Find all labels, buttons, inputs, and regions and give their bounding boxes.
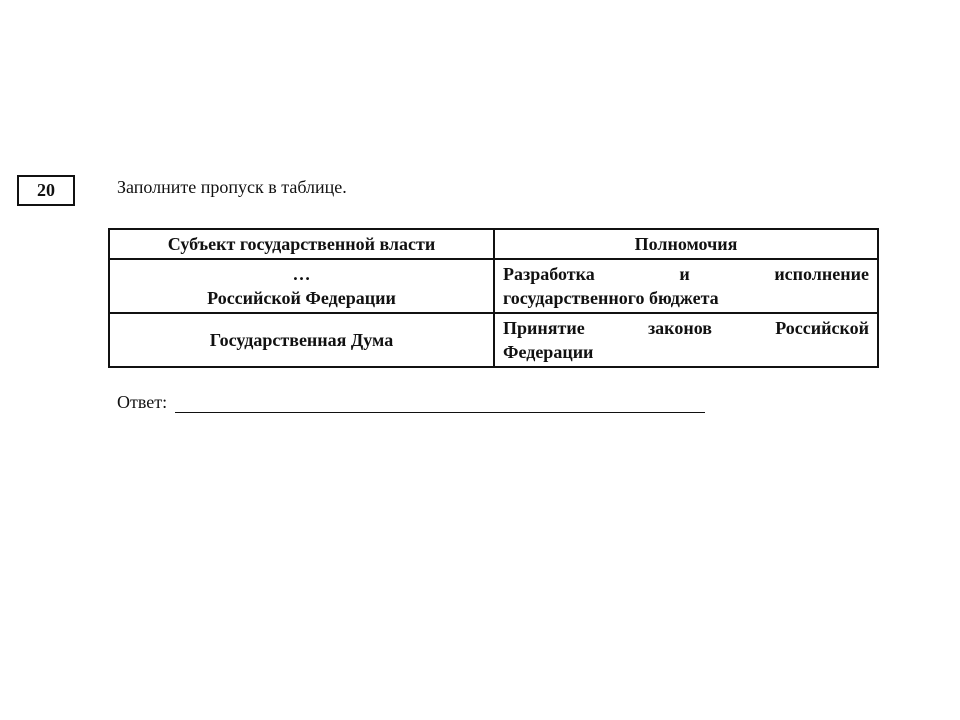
answer-section [117, 392, 705, 413]
task-number: 20 [37, 180, 55, 200]
answer-label: Ответ: [117, 392, 168, 412]
power-word: Разработка [503, 264, 595, 284]
power-cell [494, 259, 878, 313]
table-header-row [109, 229, 878, 259]
subject-text: Российской Федерации [207, 288, 396, 308]
subject-cell-blank [109, 259, 494, 313]
power-line-2: Федерации [503, 342, 594, 362]
blank-placeholder: … [292, 264, 311, 284]
power-word: законов [647, 318, 712, 338]
header-powers: Полномочия [494, 229, 878, 259]
powers-table [108, 228, 879, 368]
power-word: Принятие [503, 318, 585, 338]
power-word: исполнение [774, 264, 869, 284]
power-line-1 [503, 316, 869, 340]
subject-cell: Государственная Дума [109, 313, 494, 367]
power-word: Российской [775, 318, 869, 338]
table-row [109, 313, 878, 367]
header-subject: Субъект государственной власти [109, 229, 494, 259]
task-instruction: Заполните пропуск в таблице. [117, 177, 347, 197]
answer-input-line[interactable] [175, 392, 705, 413]
table-row [109, 259, 878, 313]
power-line-2: государственного бюджета [503, 288, 719, 308]
task-number-box [17, 175, 75, 206]
power-line-1 [503, 262, 869, 286]
power-word: и [679, 264, 690, 284]
power-cell [494, 313, 878, 367]
